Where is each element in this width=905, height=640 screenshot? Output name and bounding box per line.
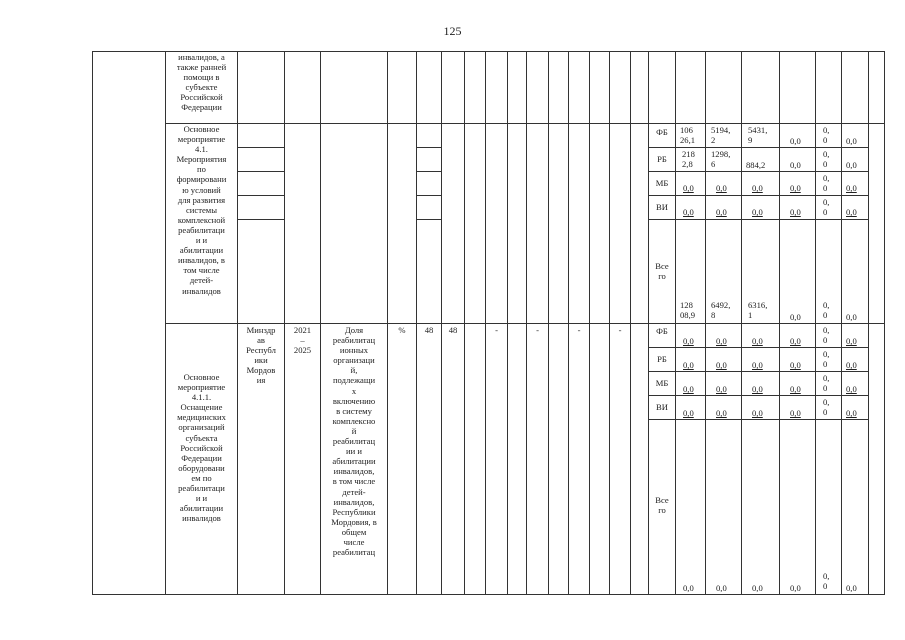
funding-value: 0,0 (846, 207, 857, 217)
funding-value: 0,0 (752, 360, 763, 370)
funding-source-label: РБ (657, 354, 667, 364)
activity-name-cell: Основное мероприятие 4.1. Мероприятия по формировани ю условий для развития системы комплексной реабилитаци и и абилитации инвалидов, в том числе детей- инвалидов (176, 124, 227, 296)
funding-value: 0,0 (790, 360, 801, 370)
funding-value: 0,0 (752, 207, 763, 217)
year-value-cell: 48 (448, 325, 458, 335)
column-line (741, 51, 742, 595)
funding-value: 128 08,9 (680, 300, 696, 321)
funding-value: 0,0 (790, 336, 801, 346)
funding-value: 0,0 (846, 136, 857, 146)
funding-value: 0,0 (790, 312, 801, 322)
funding-source-label: ВИ (656, 202, 668, 212)
funding-value: 0, 0 (823, 325, 830, 346)
funding-value: 0,0 (683, 408, 694, 418)
column-line (237, 51, 238, 595)
column-line (815, 51, 816, 595)
row-separator (165, 123, 885, 124)
row-separator (237, 219, 284, 220)
funding-value: 0,0 (683, 207, 694, 217)
funding-value: 0,0 (752, 583, 763, 593)
row-separator (416, 171, 441, 172)
funding-value: 0,0 (683, 183, 694, 193)
funding-value: 0,0 (846, 384, 857, 394)
funding-value: 0,0 (683, 360, 694, 370)
row-separator (416, 147, 441, 148)
funding-value: 6316, 1 (748, 300, 768, 321)
row-separator (648, 219, 868, 220)
column-line (841, 51, 842, 595)
funding-value: 6492, 8 (711, 300, 731, 321)
funding-source-label: Все го (655, 495, 669, 516)
funding-value: 0,0 (790, 160, 801, 170)
funding-value: 0,0 (752, 408, 763, 418)
funding-value: 0,0 (846, 160, 857, 170)
row-separator (648, 171, 868, 172)
funding-value: 0,0 (683, 336, 694, 346)
funding-value: 0, 0 (823, 300, 830, 321)
column-line (387, 51, 388, 595)
activity-name-cell: инвалидов, а также ранней помощи в субъекте Российской Федерации (176, 52, 227, 113)
funding-source-label: Все го (655, 261, 669, 282)
row-separator (416, 195, 441, 196)
dash-cell: - (495, 325, 498, 335)
indicator-cell: Доля реабилитац ионных организаци й, подлежащи х включению в систему комплексно й реабилитац ии и абилитации инвалидов, в том числе детей- инвалидов, Республики Мордовия, в общем числе реабилитац (331, 325, 377, 558)
funding-source-label: ФБ (656, 127, 668, 137)
funding-value: 0,0 (846, 408, 857, 418)
unit-cell: % (398, 325, 406, 335)
column-line (485, 51, 486, 595)
funding-value: 0,0 (790, 583, 801, 593)
executor-cell: Минздр ав Республ ики Мордов ия (246, 325, 276, 386)
funding-value: 5431, 9 (748, 125, 768, 146)
funding-value: 0,0 (752, 384, 763, 394)
funding-value: 0,0 (752, 336, 763, 346)
funding-value: 0,0 (846, 312, 857, 322)
funding-value: 0,0 (716, 207, 727, 217)
column-line (548, 51, 549, 595)
row-separator (648, 419, 868, 420)
dash-cell: - (536, 325, 539, 335)
page-number: 125 (443, 24, 462, 38)
funding-value: 0,0 (683, 384, 694, 394)
dash-cell: - (618, 325, 622, 335)
funding-value: 0, 0 (823, 373, 830, 394)
column-line (464, 51, 465, 595)
column-line (568, 51, 569, 595)
column-line (868, 51, 869, 595)
row-separator (237, 171, 284, 172)
row-separator (237, 195, 284, 196)
row-separator (237, 147, 284, 148)
funding-value: 0,0 (716, 336, 727, 346)
funding-value: 0, 0 (823, 397, 830, 418)
funding-value: 0, 0 (823, 349, 830, 370)
funding-source-label: ФБ (656, 326, 668, 336)
funding-value: 0, 0 (823, 149, 830, 170)
row-separator (648, 395, 868, 396)
column-line (284, 51, 285, 595)
column-line (589, 51, 590, 595)
funding-value: 0,0 (846, 183, 857, 193)
funding-value: 5194, 2 (711, 125, 731, 146)
funding-value: 0,0 (716, 360, 727, 370)
row-separator (165, 323, 885, 324)
funding-value: 0,0 (716, 408, 727, 418)
base-value-cell: 48 (424, 325, 434, 335)
funding-source-label: МБ (655, 178, 669, 188)
funding-value: 0,0 (846, 583, 857, 593)
funding-value: 0,0 (846, 360, 857, 370)
column-line (507, 51, 508, 595)
column-line (609, 51, 610, 595)
row-separator (648, 147, 868, 148)
funding-value: 0,0 (790, 183, 801, 193)
column-line (92, 51, 93, 595)
funding-value: 0,0 (683, 583, 694, 593)
funding-value: 106 26,1 (680, 125, 696, 146)
funding-source-label: МБ (655, 378, 669, 388)
row-separator (648, 371, 868, 372)
funding-value: 0,0 (752, 183, 763, 193)
funding-value: 0,0 (790, 207, 801, 217)
activity-name-cell: Основное мероприятие 4.1.1. Оснащение медицинских организаций субъекта Российской Федерации оборудовани ем по реабилитаци и и абилитации инвалидов (177, 372, 226, 524)
column-line (416, 51, 417, 595)
funding-value: 0, 0 (823, 571, 830, 592)
row-separator (648, 347, 868, 348)
funding-value: 0,0 (716, 384, 727, 394)
row-separator (416, 219, 441, 220)
funding-value: 0, 0 (823, 173, 830, 194)
funding-value: 0,0 (790, 136, 801, 146)
funding-value: 0, 0 (823, 125, 830, 146)
table-bottom-border (92, 594, 885, 595)
column-line (705, 51, 706, 595)
column-line (441, 51, 442, 595)
column-line (526, 51, 527, 595)
funding-value: 0,0 (790, 408, 801, 418)
column-line (630, 51, 631, 595)
dash-cell: - (577, 325, 581, 335)
funding-value: 0,0 (716, 183, 727, 193)
column-line (675, 51, 676, 595)
funding-value: 218 2,8 (682, 149, 695, 170)
funding-value: 0,0 (846, 336, 857, 346)
funding-value: 0,0 (790, 384, 801, 394)
row-separator (648, 195, 868, 196)
column-line (884, 51, 885, 595)
funding-value: 0, 0 (823, 197, 830, 218)
period-cell: 2021 – 2025 (293, 325, 312, 356)
funding-source-label: ВИ (656, 402, 668, 412)
funding-value: 884,2 (746, 160, 766, 170)
funding-value: 0,0 (716, 583, 727, 593)
funding-value: 1298, 6 (711, 149, 731, 170)
funding-source-label: РБ (657, 154, 667, 164)
column-line (779, 51, 780, 595)
